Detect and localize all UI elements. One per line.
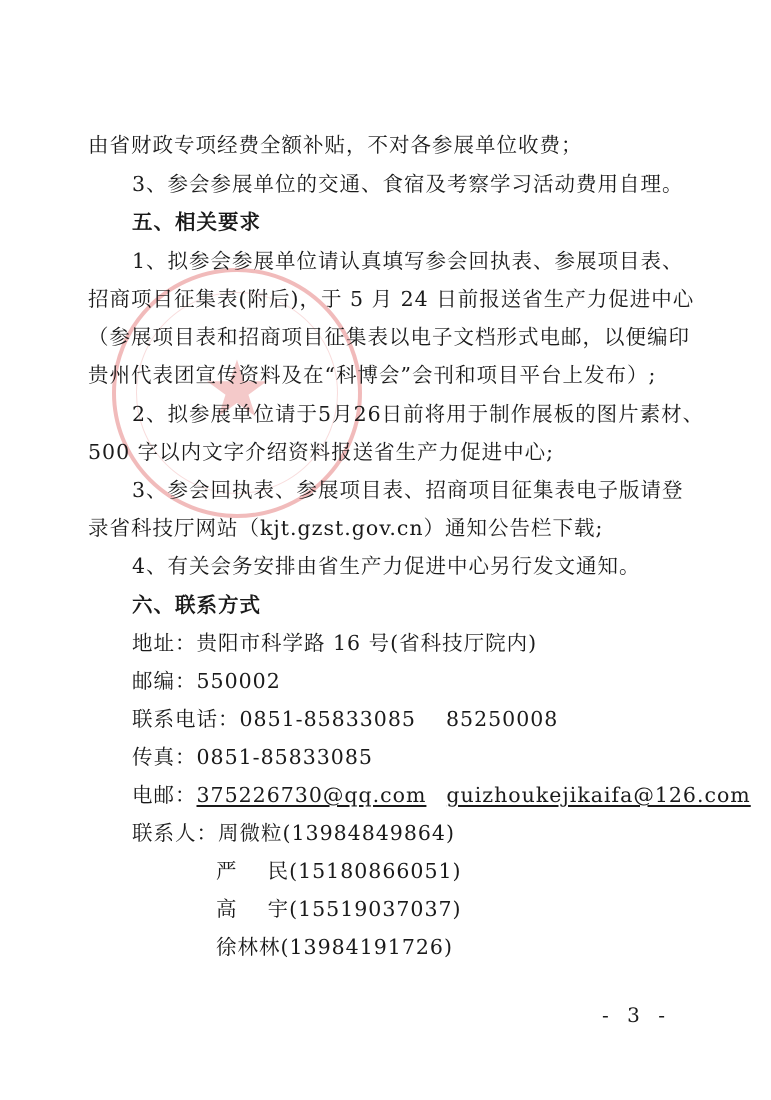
requirement-1-line-2: 招商项目征集表(附后)，于 5 月 24 日前报送省生产力促进中心 (88, 287, 695, 311)
section-heading-contact: 六、联系方式 (132, 593, 261, 617)
requirement-2-line-2: 500 字以内文字介绍资料报送省生产力促进中心; (88, 440, 555, 464)
contact-person-1: 周微粒(13984849864) (218, 821, 455, 845)
paragraph-continuation: 由省财政专项经费全额补贴，不对各参展单位收费； (88, 133, 583, 157)
paragraph-fee-3: 3、参会参展单位的交通、食宿及考察学习活动费用自理。 (132, 172, 684, 196)
contact-persons-label: 联系人： (132, 821, 218, 845)
contact-person-row-1 (132, 821, 455, 845)
contact-fax: 传真：0851-85833085 (132, 745, 373, 769)
page-number: - 3 - (602, 1003, 671, 1027)
email-link-qq[interactable]: 375226730@qq.com (196, 783, 427, 807)
contact-email-label: 电邮： (132, 783, 197, 807)
star-icon: ★ (202, 345, 272, 435)
requirement-2-line-1: 2、拟参展单位请于5月26日前将用于制作展板的图片素材、 (132, 402, 705, 426)
requirement-3-line-1: 3、参会回执表、参展项目表、招商项目征集表电子版请登 (132, 478, 684, 502)
contact-postcode: 邮编：550002 (132, 669, 281, 693)
email-link-126[interactable]: guizhoukejikaifa@126.com (446, 783, 751, 807)
contact-person-4: 徐林林(13984191726) (216, 935, 453, 959)
requirement-3-line-2: 录省科技厅网站（kjt.gzst.gov.cn）通知公告栏下载; (88, 516, 604, 540)
requirement-1-line-1: 1、拟参会参展单位请认真填写参会回执表、参展项目表、 (132, 249, 684, 273)
section-heading-requirements: 五、相关要求 (132, 210, 261, 234)
contact-person-3: 高 宇(15519037037) (216, 897, 462, 921)
contact-email-row (132, 783, 751, 807)
requirement-1-line-3: （参展项目表和招商项目征集表以电子文档形式电邮，以便编印 (88, 325, 690, 349)
contact-person-2: 严 民(15180866051) (216, 859, 462, 883)
contact-phone: 联系电话：0851-85833085 85250008 (132, 707, 559, 731)
requirement-4: 4、有关会务安排由省生产力促进中心另行发文通知。 (132, 554, 641, 578)
requirement-1-line-4: 贵州代表团宣传资料及在“科博会”会刊和项目平台上发布）; (88, 363, 657, 387)
contact-address: 地址：贵阳市科学路 16 号(省科技厅院内) (132, 631, 538, 655)
